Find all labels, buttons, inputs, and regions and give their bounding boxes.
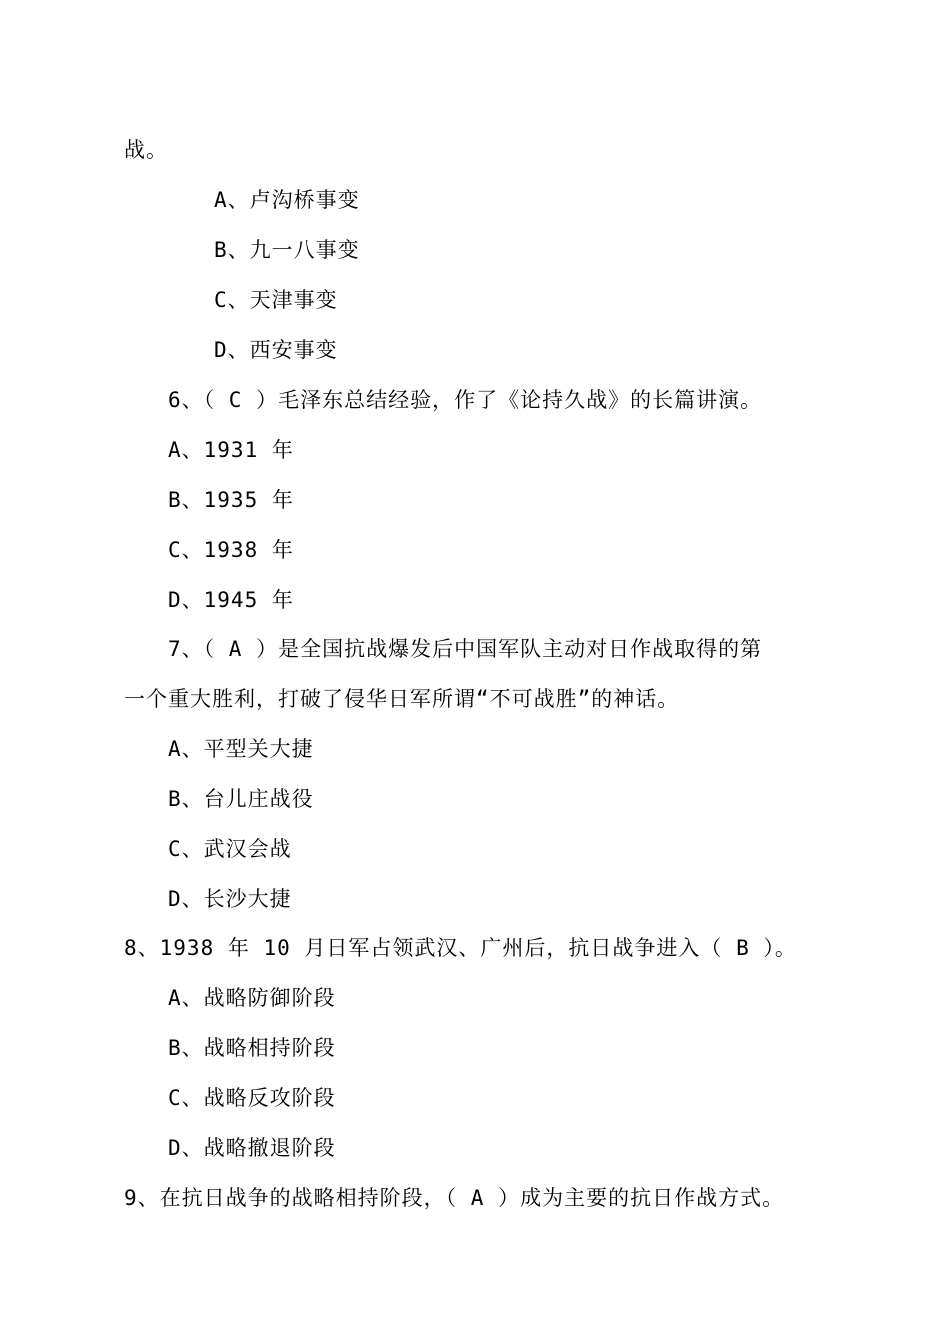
option-d: D、西安事变: [214, 338, 338, 362]
option-d: D、战略撤退阶段: [168, 1136, 336, 1160]
option-d: D、长沙大捷: [168, 887, 292, 911]
option-c: C、战略反攻阶段: [168, 1086, 336, 1110]
option-a: A、1931 年: [168, 438, 294, 462]
option-b: B、九一八事变: [214, 238, 360, 262]
option-b: B、战略相持阶段: [168, 1036, 336, 1060]
option-c: C、武汉会战: [168, 837, 292, 861]
option-a: A、战略防御阶段: [168, 986, 336, 1010]
option-d: D、1945 年: [168, 588, 294, 612]
question-6-text: 6、（ C ）毛泽东总结经验，作了《论持久战》的长篇讲演。: [168, 388, 763, 412]
question-9-text: 9、在抗日战争的战略相持阶段，（ A ）成为主要的抗日作战方式。: [124, 1186, 785, 1210]
option-c: C、天津事变: [214, 288, 338, 312]
question-7-text-continued: 一个重大胜利，打破了侵华日军所谓“不可战胜”的神话。: [124, 687, 680, 711]
option-b: B、1935 年: [168, 488, 294, 512]
question-8-text: 8、1938 年 10 月日军占领武汉、广州后，抗日战争进入（ B ）。: [124, 936, 797, 960]
option-a: A、平型关大捷: [168, 737, 314, 761]
question-7-text: 7、（ A ）是全国抗战爆发后中国军队主动对日作战取得的第: [168, 637, 763, 661]
option-b: B、台儿庄战役: [168, 787, 314, 811]
question-5-text-end: 战。: [124, 138, 168, 162]
option-c: C、1938 年: [168, 538, 294, 562]
option-a: A、卢沟桥事变: [214, 188, 360, 212]
